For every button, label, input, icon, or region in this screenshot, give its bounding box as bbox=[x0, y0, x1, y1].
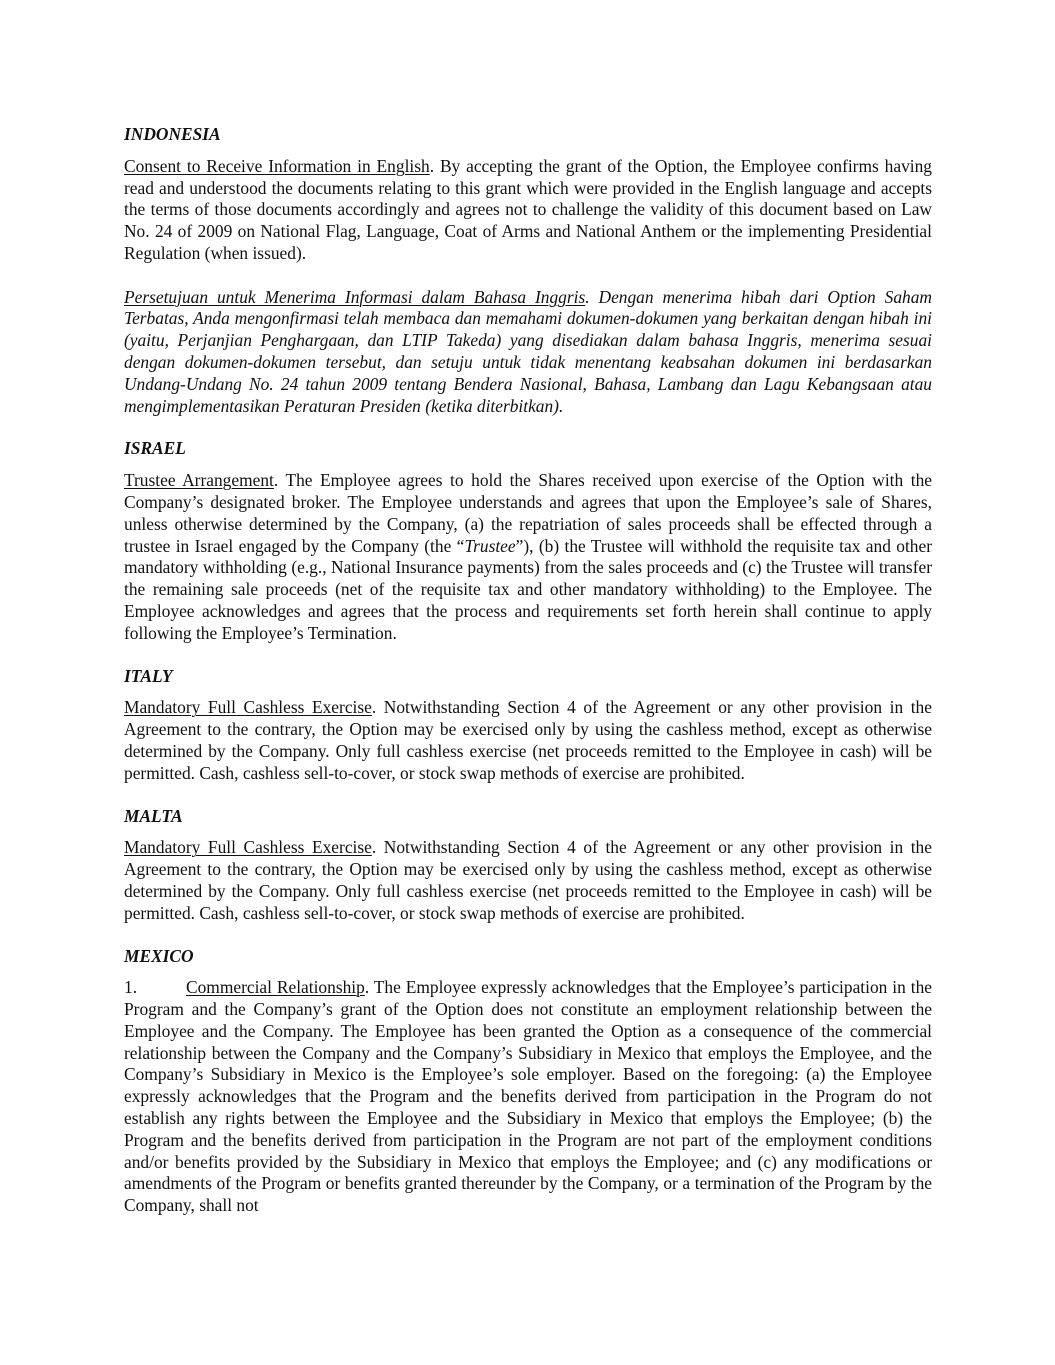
paragraph-body: . The Employee expressly acknowledges that the Employee’s participation in the Program and the Company’s grant of the Option does not constitute an employment relationship between the Employee and the Company. The Employee has been granted the Option as a consequence of the commercial relationship between the Company and the Company’s Subsidiary in Mexico that employs the Employee, and the Company’s Subsidiary in Mexico is the Employee’s sole employer. Based on the foregoing: (a) the Employee expressly acknowledges that the Program and the benefits derived from participation in the Program do not establish any rights between the Employee and the Subsidiary in Mexico that employs the Employee; (b) the Program and the benefits derived from participation in the Program are not part of the employment conditions and/or benefits provided by the Subsidiary in Mexico that employs the Employee; and (c) any modifications or amendments of the Program or benefits granted thereunder by the Company, or a termination of the Program by the Company, shall not bbox=[124, 977, 932, 1216]
paragraph-body: . The Employee agrees to hold the Shares received upon exercise of the Option with the Company’s designated broker. The Employee understands and agrees that upon the Employee’s sale of Shares, unless otherwise determined by the Company, (a) the repatriation of sales proceeds shall be effected through a trustee in Israel engaged by the Company (the “ bbox=[124, 470, 932, 556]
paragraph-body: . Dengan menerima hibah dari Option Saham Terbatas, Anda mengonfirmasi telah membaca dan memahami dokumen-dokumen yang berkaitan dengan hibah ini (yaitu, Perjanjian Penghargaan, dan LTIP Takeda) yang disediakan dalam bahasa Inggris, menerima sesuai dengan dokumen-dokumen tersebut, dan setuju untuk tidak menentang keabsahan dokumen ini berdasarkan Undang-Undang No. 24 tahun 2009 tentang Bendera Nasional, Bahasa, Lambang dan Lagu Kebangsaan atau mengimplementasikan Peraturan Presiden (ketika diterbitkan). bbox=[124, 286, 932, 416]
section-heading-israel: ISRAEL bbox=[124, 438, 186, 459]
section-heading-italy: ITALY bbox=[124, 665, 173, 686]
section-israel bbox=[124, 438, 932, 644]
paragraph-consent-english bbox=[124, 156, 932, 265]
section-indonesia bbox=[124, 124, 932, 417]
paragraph-body: . Notwithstanding Section 4 of the Agreement or any other provision in the Agreement to the contrary, the Option may be exercised only by using the cashless method, except as otherwise determined by the Company. Only full cashless exercise (net proceeds remitted to the Employee in cash) will be permitted. Cash, cashless sell-to-cover, or stock swap methods of exercise are prohibited. bbox=[124, 837, 932, 923]
paragraph-title: Commercial Relationship bbox=[186, 977, 365, 998]
paragraph-cashless-exercise-malta bbox=[124, 837, 932, 924]
paragraph-title: Trustee Arrangement bbox=[124, 470, 274, 491]
paragraph-title: Consent to Receive Information in English bbox=[124, 155, 430, 176]
paragraph-number: 1. bbox=[124, 977, 138, 998]
section-heading-malta: MALTA bbox=[124, 805, 183, 826]
section-italy bbox=[124, 666, 932, 785]
document-page bbox=[124, 124, 932, 1217]
paragraph-title: Mandatory Full Cashless Exercise bbox=[124, 697, 372, 718]
paragraph-title: Mandatory Full Cashless Exercise bbox=[124, 837, 372, 858]
paragraph-commercial-relationship bbox=[124, 977, 932, 1217]
defined-term-trustee: Trustee bbox=[464, 535, 516, 556]
paragraph-cashless-exercise-italy bbox=[124, 697, 932, 784]
section-malta bbox=[124, 806, 932, 925]
section-heading-mexico: MEXICO bbox=[124, 945, 194, 966]
section-heading-indonesia: INDONESIA bbox=[124, 124, 221, 144]
section-mexico bbox=[124, 946, 932, 1218]
paragraph-body-continued: ”), (b) the Trustee will withhold the requisite tax and other mandatory withholding (e.g., National Insurance payments) from the sales proceeds and (c) the Trustee will transfer the remaining sale proceeds (net of the requisite tax and other mandatory withholding) to the Employee. The Employee acknowledges and agrees that the process and requirements set forth herein shall continue to apply following the Employee’s Termination. bbox=[124, 535, 932, 643]
paragraph-body: . By accepting the grant of the Option, the Employee confirms having read and understood the documents relating to this grant which were provided in the English language and accepts the terms of those documents accordingly and agrees not to challenge the validity of this document based on Law No. 24 of 2009 on National Flag, Language, Coat of Arms and National Anthem or the implementing Presidential Regulation (when issued). bbox=[124, 155, 932, 263]
paragraph-trustee-arrangement bbox=[124, 470, 932, 644]
paragraph-body: . Notwithstanding Section 4 of the Agreement or any other provision in the Agreement to the contrary, the Option may be exercised only by using the cashless method, except as otherwise determined by the Company. Only full cashless exercise (net proceeds remitted to the Employee in cash) will be permitted. Cash, cashless sell-to-cover, or stock swap methods of exercise are prohibited. bbox=[124, 697, 932, 783]
paragraph-consent-indonesian bbox=[124, 287, 932, 418]
paragraph-title: Persetujuan untuk Menerima Informasi dalam Bahasa Inggris bbox=[124, 286, 586, 307]
